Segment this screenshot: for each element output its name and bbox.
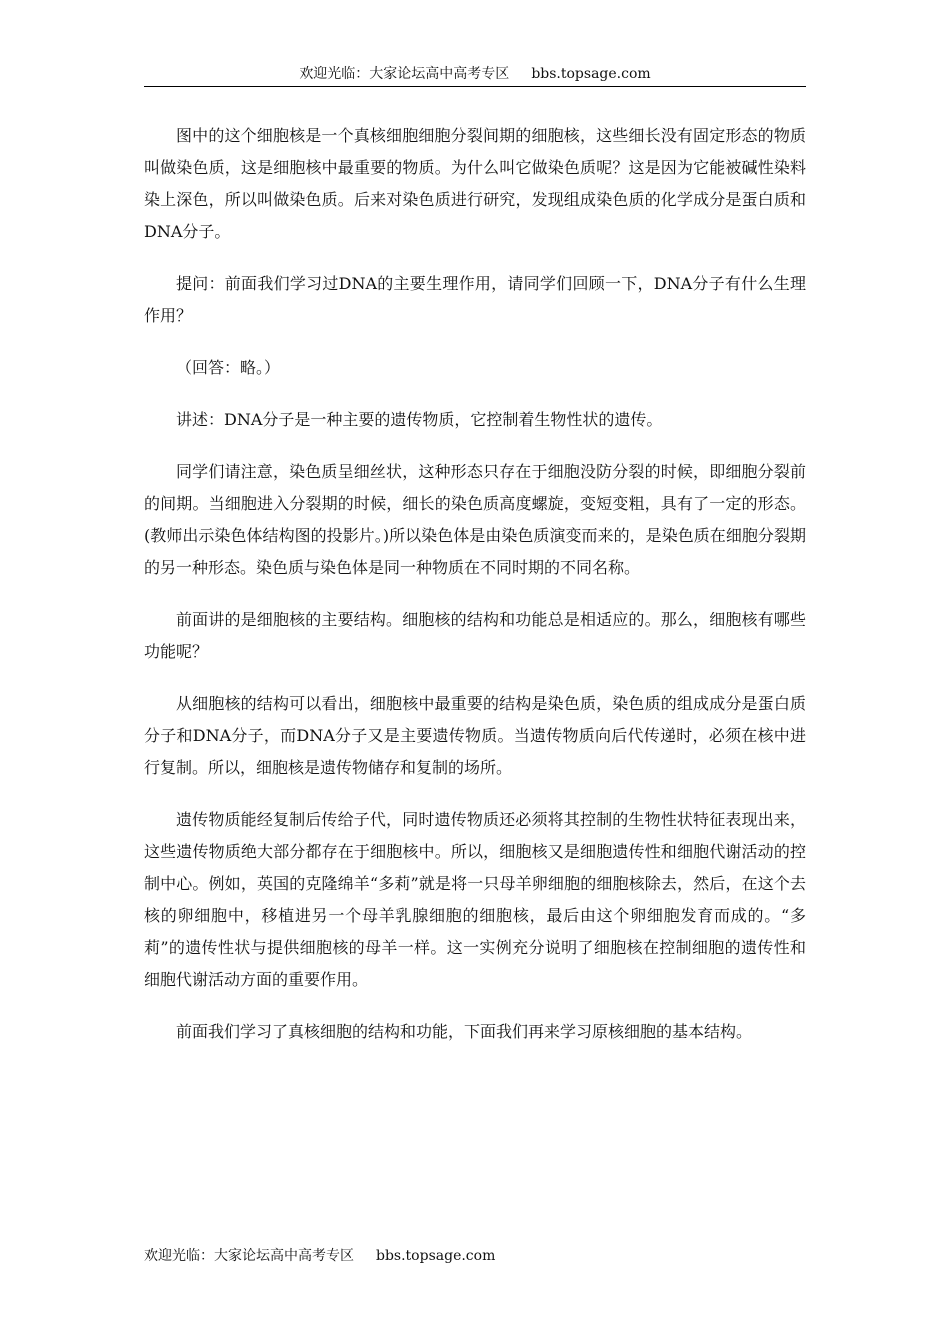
- page-header: [144, 64, 806, 87]
- paragraph-dna-statement: 讲述：DNA分子是一种主要的遗传物质，它控制着生物性状的遗传。: [176, 410, 663, 429]
- paragraph-answer: （回答：略。）: [176, 358, 281, 377]
- paragraph-nucleus-functions-question: 前面讲的是细胞核的主要结构。细胞核的结构和功能总是相适应的。那么，细胞核有哪些功能呢？: [144, 610, 806, 661]
- paragraph-chromatin-intro: 图中的这个细胞核是一个真核细胞细胞分裂间期的细胞核，这些细长没有固定形态的物质叫做染色质，这是细胞核中最重要的物质。为什么叫它做染色质呢？这是因为它能被碱性染料染上深色，所以叫做染色质。后来对染色质进行研究，发现组成染色质的化学成分是蛋白质和DNA分子。: [144, 126, 806, 241]
- header-site-link[interactable]: bbs.topsage.com: [531, 66, 651, 82]
- paragraph-chromatin-chromosome: 同学们请注意，染色质呈细丝状，这种形态只存在于细胞没防分裂的时候，即细胞分裂前的间期。当细胞进入分裂期的时候，细长的染色质高度螺旋，变短变粗，具有了一定的形态。(教师出示染色体结构图的投影片。)所以染色体是由染色质演变而来的，是染色质在细胞分裂期的另一种形态。染色质与染色体是同一种物质在不同时期的不同名称。: [144, 462, 806, 577]
- header-welcome-text: 欢迎光临：大家论坛高中高考专区: [299, 66, 510, 82]
- document-body: [144, 120, 806, 1068]
- paragraph-prokaryote-transition: 前面我们学习了真核细胞的结构和功能，下面我们再来学习原核细胞的基本结构。: [176, 1022, 753, 1041]
- footer-site-link[interactable]: bbs.topsage.com: [376, 1248, 496, 1264]
- paragraph-nucleus-storage: 从细胞核的结构可以看出，细胞核中最重要的结构是染色质，染色质的组成成分是蛋白质分子和DNA分子，而DNA分子又是主要遗传物质。当遗传物质向后代传递时，必须在核中进行复制。所以，细胞核是遗传物储存和复制的场所。: [144, 694, 806, 777]
- footer-welcome-text: 欢迎光临：大家论坛高中高考专区: [144, 1248, 354, 1264]
- page-footer: [144, 1246, 495, 1266]
- paragraph-question: 提问：前面我们学习过DNA的主要生理作用，请同学们回顾一下，DNA分子有什么生理作用？: [144, 274, 806, 325]
- paragraph-nucleus-control: 遗传物质能经复制后传给子代，同时遗传物质还必须将其控制的生物性状特征表现出来，这些遗传物质绝大部分都存在于细胞核中。所以，细胞核又是细胞遗传性和细胞代谢活动的控制中心。例如，英国的克隆绵羊“多莉”就是将一只母羊卵细胞的细胞核除去，然后，在这个去核的卵细胞中，移植进另一个母羊乳腺细胞的细胞核，最后由这个卵细胞发育而成的。“多莉”的遗传性状与提供细胞核的母羊一样。这一实例充分说明了细胞核在控制细胞的遗传性和细胞代谢活动方面的重要作用。: [144, 810, 806, 989]
